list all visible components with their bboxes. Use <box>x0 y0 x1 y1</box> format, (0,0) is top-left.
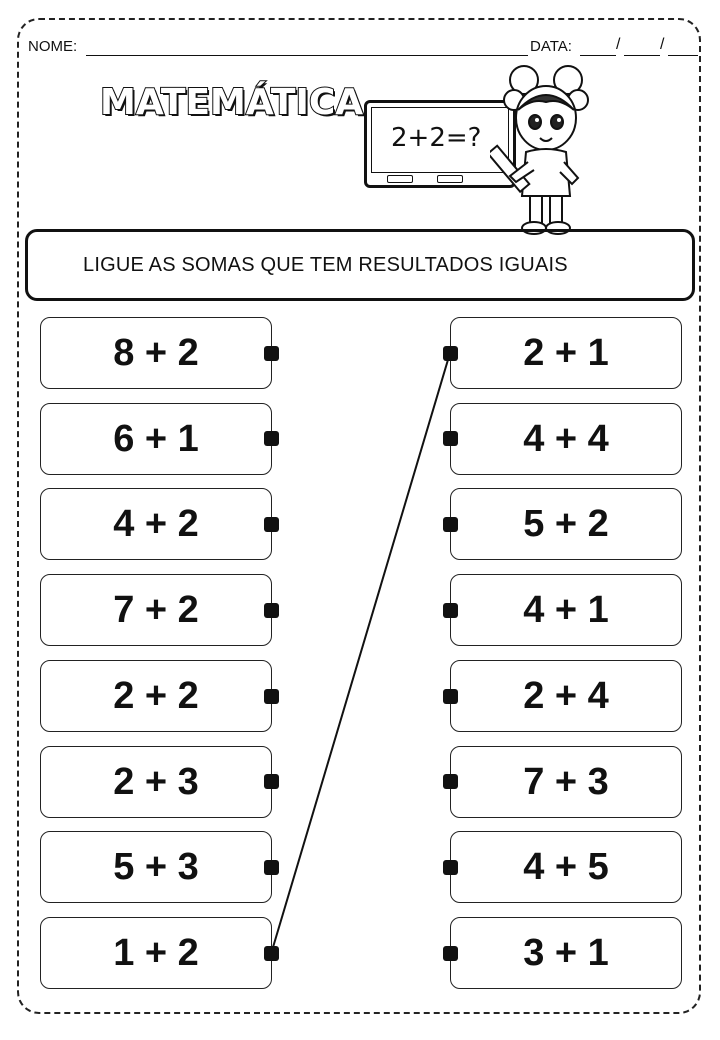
instruction-box <box>25 229 695 301</box>
right-sum-card <box>450 917 682 989</box>
right-connection-dot[interactable] <box>443 689 458 704</box>
left-sum-text: 5 + 3 <box>113 845 199 888</box>
left-sum-card <box>40 746 272 818</box>
girl-with-pencil-illustration <box>490 58 600 238</box>
date-day-field[interactable] <box>580 55 616 56</box>
right-sum-card <box>450 660 682 732</box>
left-connection-dot[interactable] <box>264 774 279 789</box>
date-slash: / <box>660 36 665 53</box>
left-sum-card <box>40 831 272 903</box>
right-connection-dot[interactable] <box>443 774 458 789</box>
left-connection-dot[interactable] <box>264 603 279 618</box>
left-connection-dot[interactable] <box>264 689 279 704</box>
right-sum-text: 4 + 4 <box>523 417 609 460</box>
left-sum-card <box>40 574 272 646</box>
date-month-field[interactable] <box>624 55 660 56</box>
left-sum-card <box>40 917 272 989</box>
left-sum-card <box>40 488 272 560</box>
right-connection-dot[interactable] <box>443 946 458 961</box>
instruction-text: LIGUE AS SOMAS QUE TEM RESULTADOS IGUAIS <box>83 254 568 276</box>
right-sum-card <box>450 488 682 560</box>
left-sum-text: 8 + 2 <box>113 331 199 374</box>
eraser-icon <box>437 175 463 183</box>
right-sum-text: 5 + 2 <box>523 502 609 545</box>
right-sum-card <box>450 403 682 475</box>
right-connection-dot[interactable] <box>443 346 458 361</box>
right-connection-dot[interactable] <box>443 860 458 875</box>
left-connection-dot[interactable] <box>264 946 279 961</box>
left-sum-card <box>40 317 272 389</box>
right-sum-text: 4 + 5 <box>523 845 609 888</box>
right-sum-card <box>450 831 682 903</box>
name-label: NOME: <box>28 38 78 55</box>
right-sum-card <box>450 574 682 646</box>
left-connection-dot[interactable] <box>264 346 279 361</box>
right-connection-dot[interactable] <box>443 431 458 446</box>
date-year-field[interactable] <box>668 55 698 56</box>
left-connection-dot[interactable] <box>264 860 279 875</box>
date-slash: / <box>616 36 621 53</box>
right-sum-card <box>450 746 682 818</box>
left-connection-dot[interactable] <box>264 431 279 446</box>
right-sum-text: 3 + 1 <box>523 931 609 974</box>
right-sum-text: 2 + 4 <box>523 674 609 717</box>
page-title: MATEMÁTICA <box>100 82 364 123</box>
eraser-icon <box>387 175 413 183</box>
right-sum-text: 4 + 1 <box>523 588 609 631</box>
board-equation: 2+2=? <box>391 123 482 153</box>
left-sum-text: 4 + 2 <box>113 502 199 545</box>
right-connection-dot[interactable] <box>443 603 458 618</box>
right-sum-card <box>450 317 682 389</box>
name-field[interactable] <box>86 55 528 56</box>
left-connection-dot[interactable] <box>264 517 279 532</box>
date-label: DATA: <box>530 38 572 55</box>
right-connection-dot[interactable] <box>443 517 458 532</box>
left-sum-card <box>40 660 272 732</box>
left-sum-text: 2 + 2 <box>113 674 199 717</box>
left-sum-text: 1 + 2 <box>113 931 199 974</box>
left-sum-text: 6 + 1 <box>113 417 199 460</box>
left-sum-text: 7 + 2 <box>113 588 199 631</box>
right-sum-text: 7 + 3 <box>523 760 609 803</box>
right-sum-text: 2 + 1 <box>523 331 609 374</box>
left-sum-card <box>40 403 272 475</box>
left-sum-text: 2 + 3 <box>113 760 199 803</box>
